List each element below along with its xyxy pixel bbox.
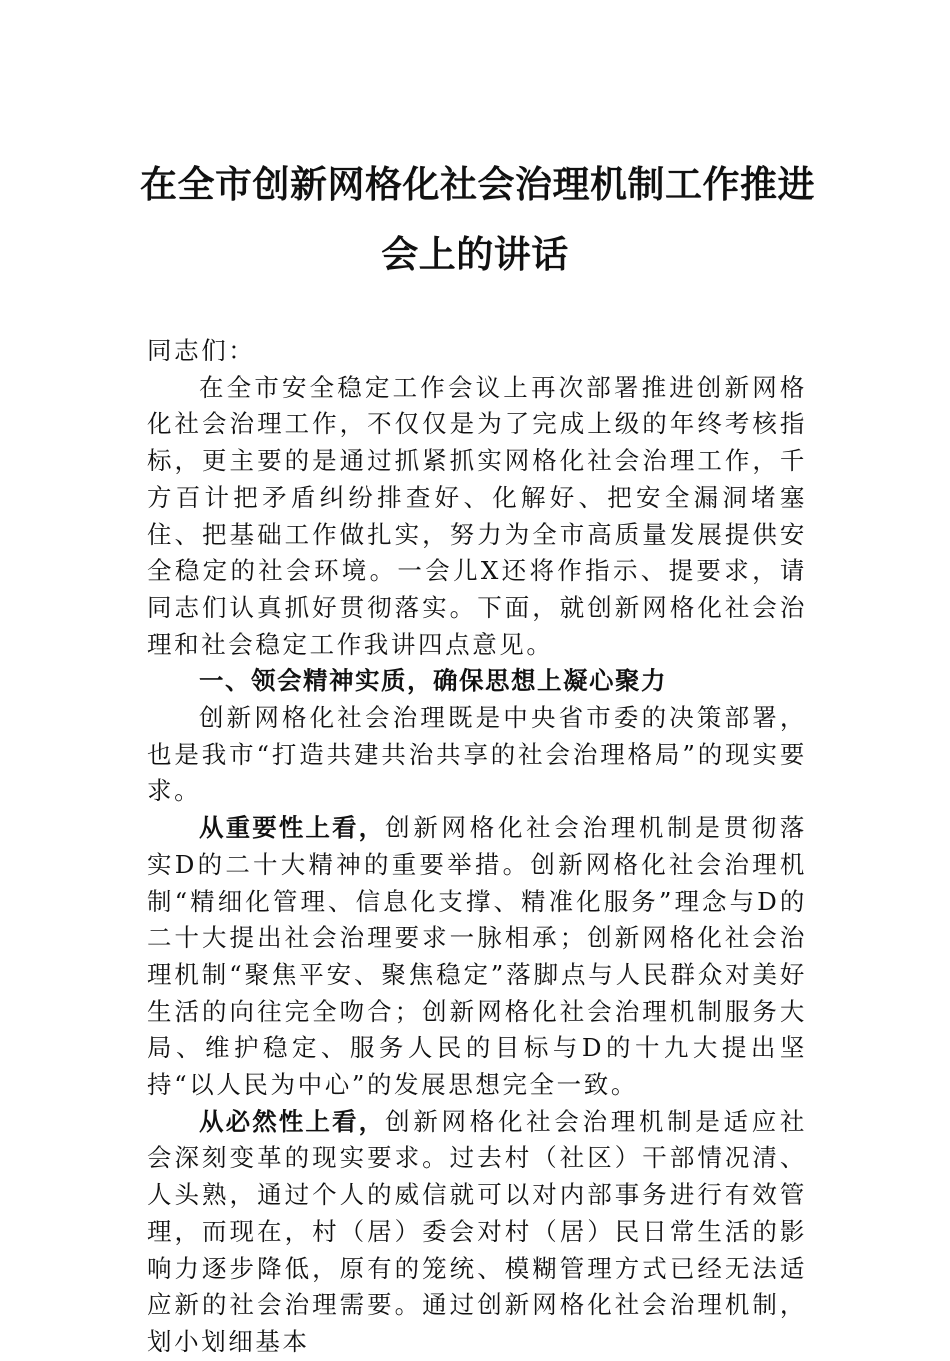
section-heading-1: 一、领会精神实质，确保思想上凝心聚力: [199, 666, 667, 696]
paragraph-importance: [147, 810, 807, 1104]
paragraph-importance-text: 创新网格化社会治理机制是贯彻落实D的二十大精神的重要举措。创新网格化社会治理机制“精细化管理、信息化支撑、精准化服务”理念与D的二十大提出社会治理要求一脉相承；创新网格化社会治理机制“聚焦平安、聚焦稳定”落脚点与人民群众对美好生活的向往完全吻合；创新网格化社会治理机制服务大局、维护稳定、服务人民的目标与D的十九大提出坚持“以人民为中心”的发展思想完全一致。: [147, 813, 808, 1100]
paragraph-importance-lead: 从重要性上看，: [199, 813, 386, 843]
paragraph-necessity-text: 创新网格化社会治理机制是适应社会深刻变革的现实要求。过去村（社区）干部情况清、人头熟，通过个人的威信就可以对内部事务进行有效管理，而现在，村（居）委会对村（居）民日常生活的影响力逐步降低，原有的笼统、模糊管理方式已经无法适应新的社会治理需要。通过创新网格化社会治理机制，划小划细基本: [147, 1106, 808, 1356]
paragraph-necessity-lead: 从必然性上看，: [199, 1106, 386, 1136]
paragraph-necessity: [147, 1104, 807, 1361]
paragraph-section1-intro: 创新网格化社会治理既是中央省市委的决策部署，也是我市“打造共建共治共享的社会治理格局”的现实要求。: [147, 703, 807, 806]
document-body: [147, 333, 807, 1361]
salutation: 同志们：: [147, 336, 256, 365]
document-title-line-1: 在全市创新网格化社会治理机制工作推进: [140, 163, 815, 206]
document-title-line-2: 会上的讲话: [381, 233, 569, 276]
paragraph-intro: 在全市安全稳定工作会议上再次部署推进创新网格化社会治理工作，不仅仅是为了完成上级的年终考核指标，更主要的是通过抓紧抓实网格化社会治理工作，千方百计把矛盾纠纷排查好、化解好、把安全漏洞堵塞住、把基础工作做扎实，努力为全市高质量发展提供安全稳定的社会环境。一会儿X还将作指示、提要求，请同志们认真抓好贯彻落实。下面，就创新网格化社会治理和社会稳定工作我讲四点意见。: [147, 372, 807, 659]
